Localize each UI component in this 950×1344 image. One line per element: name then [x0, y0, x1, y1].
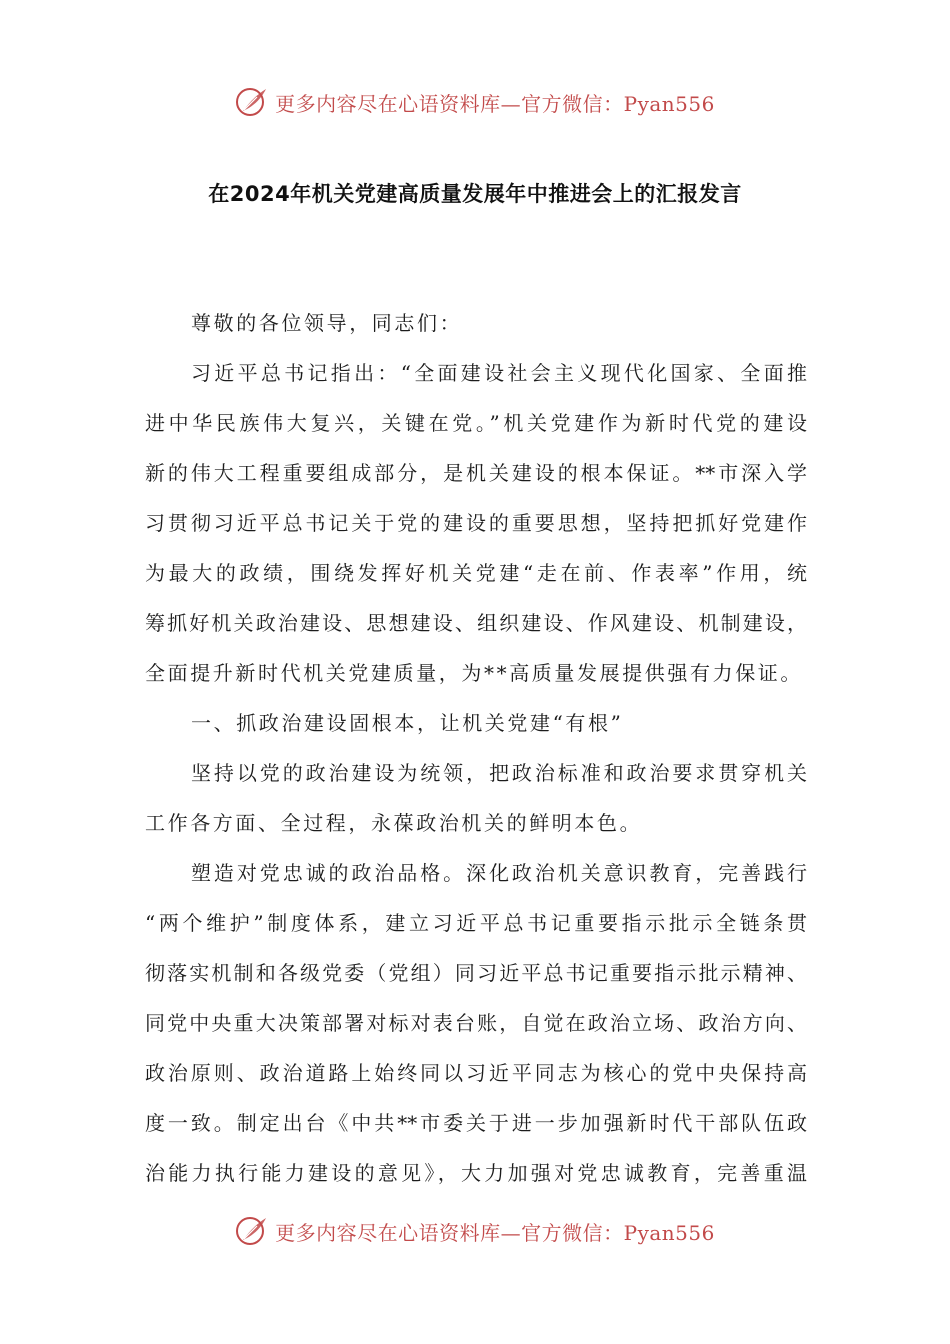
- body-line: 进中华民族伟大复兴，关键在党。”机关党建作为新时代党的建设: [145, 411, 807, 435]
- document-title: 在2024年机关党建高质量发展年中推进会上的汇报发言: [208, 182, 742, 206]
- body-line: 为最大的政绩，围绕发挥好机关党建“走在前、作表率”作用，统: [145, 561, 807, 585]
- body-line: 同党中央重大决策部署对标对表台账，自觉在政治立场、政治方向、: [145, 1011, 807, 1035]
- feather-pen-logo-icon: [235, 85, 269, 119]
- body-line: 坚持以党的政治建设为统领，把政治标准和政治要求贯穿机关: [191, 761, 807, 785]
- body-line: 一、抓政治建设固根本，让机关党建“有根”: [191, 711, 624, 735]
- body-line: 习近平总书记指出：“全面建设社会主义现代化国家、全面推: [191, 361, 807, 385]
- body-line: 塑造对党忠诚的政治品格。深化政治机关意识教育，完善践行: [191, 861, 807, 885]
- body-line: 彻落实机制和各级党委（党组）同习近平总书记重要指示批示精神、: [145, 961, 807, 985]
- body-line: 工作各方面、全过程，永葆政治机关的鲜明本色。: [145, 811, 643, 835]
- body-line: 筹抓好机关政治建设、思想建设、组织建设、作风建设、机制建设，: [145, 611, 807, 635]
- footer-banner-text: 更多内容尽在心语资料库—官方微信：Pyan556: [275, 1220, 715, 1245]
- body-line: 治能力执行能力建设的意见》，大力加强对党忠诚教育，完善重温: [145, 1161, 807, 1185]
- body-line: 度一致。制定出台《中共**市委关于进一步加强新时代干部队伍政: [145, 1111, 807, 1135]
- document-body: [145, 298, 807, 1198]
- body-line: 全面提升新时代机关党建质量，为**高质量发展提供强有力保证。: [145, 661, 803, 685]
- body-line: 习贯彻习近平总书记关于党的建设的重要思想，坚持把抓好党建作: [145, 511, 807, 535]
- feather-pen-logo-icon: [235, 1214, 269, 1248]
- body-line: “两个维护”制度体系，建立习近平总书记重要指示批示全链条贯: [145, 911, 807, 935]
- body-line: 新的伟大工程重要组成部分，是机关建设的根本保证。**市深入学: [145, 461, 807, 485]
- footer-banner: [0, 1211, 950, 1251]
- header-banner-text: 更多内容尽在心语资料库—官方微信：Pyan556: [275, 91, 715, 116]
- body-line: 尊敬的各位领导，同志们：: [191, 311, 463, 335]
- header-banner: [0, 82, 950, 122]
- body-line: 政治原则、政治道路上始终同以习近平同志为核心的党中央保持高: [145, 1061, 807, 1085]
